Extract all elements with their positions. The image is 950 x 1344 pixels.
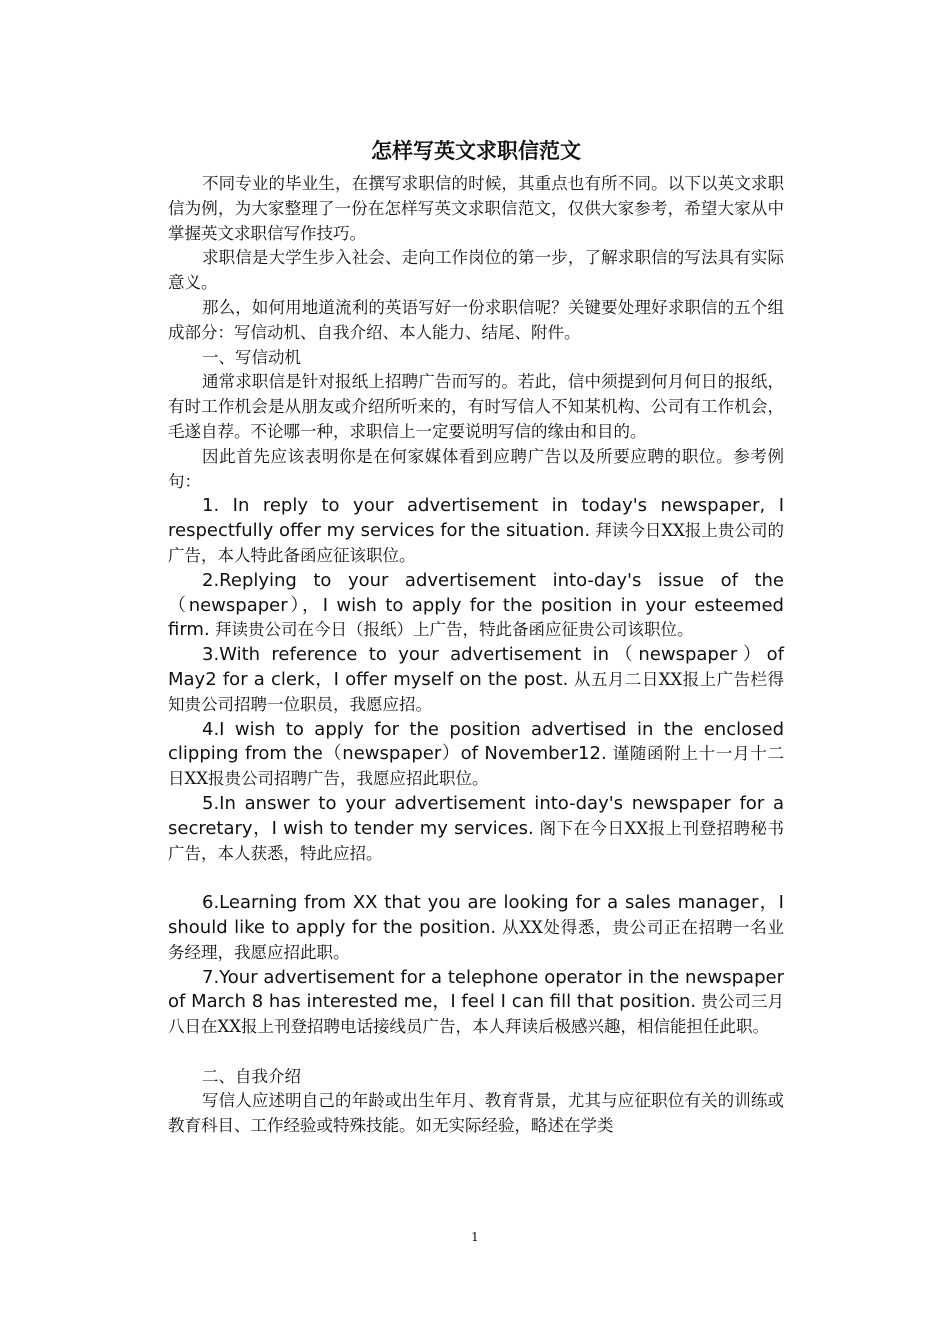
example-sentence-3 xyxy=(168,643,784,717)
example-chinese: 谨随函附上十一月十二日XX报贵公司招聘广告，我愿应招此职位。 xyxy=(168,744,785,789)
self-introduction-paragraph: 写信人应述明自己的年龄或出生年月、教育背景，尤其与应征职位有关的训练或教育科目、工作经验或特殊技能。如无实际经验，略述在学类 xyxy=(168,1091,784,1136)
example-english: 4.I wish to apply for the position advertised in the enclosed clipping from the（newspaper）of November12. xyxy=(168,718,784,765)
example-chinese: 从XX处得悉，贵公司正在招聘一名业务经理，我愿应招此职。 xyxy=(168,917,784,962)
example-chinese: 阁下在今日XX报上刊登招聘秘书广告，本人获悉，特此应招。 xyxy=(168,818,784,863)
blank-line xyxy=(168,866,784,891)
example-english: 6.Learning from XX that you are looking for a sales manager，I should like to apply for the position. xyxy=(168,892,784,938)
document-title: 怎样写英文求职信范文 xyxy=(371,139,581,163)
intro-paragraph-2: 求职信是大学生步入社会、走向工作岗位的第一步，了解求职信的写法具有实际意义。 xyxy=(168,248,784,293)
example-chinese: 拜读今日XX报上贵公司的广告，本人特此备函应征该职位。 xyxy=(168,521,784,565)
section-heading-motivation: 一、写信动机 xyxy=(202,347,301,367)
example-chinese: 贵公司三月八日在XX报上刊登招聘电话接线员广告，本人拜读后极感兴趣，相信能担任此职。 xyxy=(168,992,784,1037)
example-sentence-6 xyxy=(168,891,784,965)
example-sentence-1 xyxy=(168,494,784,568)
example-chinese: 拜读贵公司在今日（报纸）上广告，特此备函应征贵公司该职位。 xyxy=(214,620,694,640)
section-heading-self-introduction: 二、自我介绍 xyxy=(202,1066,301,1086)
example-sentence-2 xyxy=(168,569,784,643)
example-sentence-5 xyxy=(168,792,784,866)
document-body xyxy=(168,134,784,1139)
example-english: 7.Your advertisement for a telephone operator in the newspaper of March 8 has interested me，I feel I can fill that position. xyxy=(168,966,784,1013)
intro-paragraph-1: 不同专业的毕业生，在撰写求职信的时候，其重点也有所不同。以下以英文求职信为例，为大家整理了一份在怎样写英文求职信范文，仅供大家参考，希望大家从中掌握英文求职信写作技巧。 xyxy=(168,174,784,243)
motivation-paragraph-2: 因此首先应该表明你是在何家媒体看到应聘广告以及所要应聘的职位。参考例句： xyxy=(168,446,784,491)
intro-paragraph-3: 那么，如何用地道流利的英语写好一份求职信呢？关键要处理好求职信的五个组成部分：写信动机、自我介绍、本人能力、结尾、附件。 xyxy=(168,297,784,342)
example-english: 1. In reply to your advertisement in today's newspaper, I respectfully offer my services for the situation. xyxy=(168,495,784,542)
example-chinese: 从五月二日XX报上广告栏得知贵公司招聘一位职员，我愿应招。 xyxy=(168,669,784,714)
example-english: 5.In answer to your advertisement into-day's newspaper for a secretary，I wish to tender my services. xyxy=(168,792,784,839)
motivation-paragraph-1: 通常求职信是针对报纸上招聘广告而写的。若此，信中须提到何月何日的报纸，有时工作机会是从朋友或介绍所听来的，有时写信人不知某机构、公司有工作机会，毛遂自荐。不论哪一种，求职信上一定要说明写信的缘由和目的。 xyxy=(168,372,784,441)
page-number: 1 xyxy=(471,1230,479,1244)
blank-line xyxy=(168,1040,784,1065)
example-english: 2.Replying to your advertisement into-day's issue of the（newspaper），I wish to apply for the position in your esteemed firm. xyxy=(168,569,784,641)
example-sentence-7 xyxy=(168,966,784,1040)
example-english: 3.With reference to your advertisement in（newspaper）of May2 for a clerk，I offer myself on the post. xyxy=(168,644,784,690)
example-sentence-4 xyxy=(168,718,784,792)
